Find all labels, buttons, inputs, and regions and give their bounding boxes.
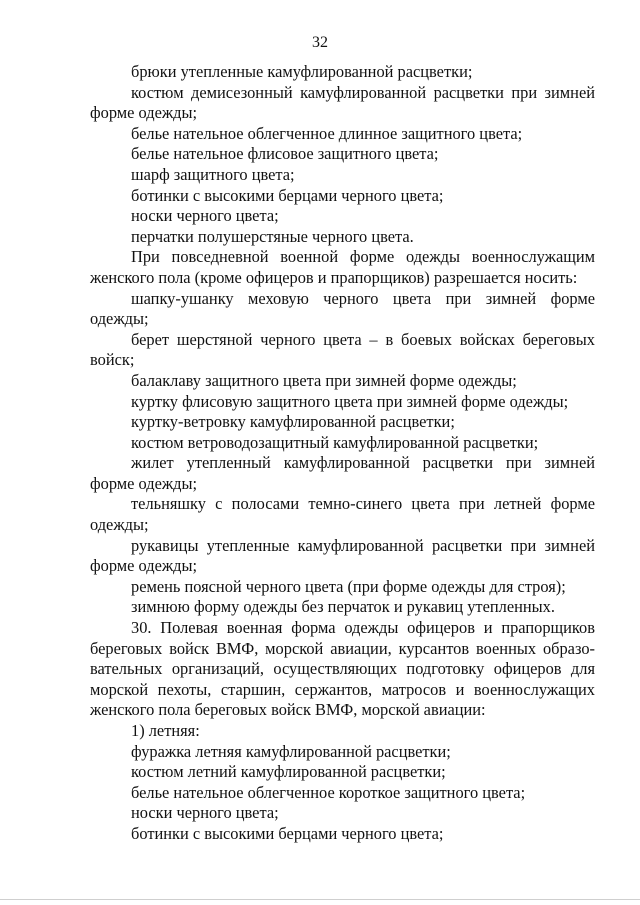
page-number: 32 bbox=[312, 34, 328, 51]
paragraph: жилет утепленный камуфлированной расцветки при зимней форме одежды; bbox=[90, 453, 595, 493]
paragraph: фуражка летняя камуфлированной расцветки; bbox=[131, 741, 451, 761]
paragraph: 1) летняя: bbox=[131, 721, 200, 740]
paragraph: тельняшку с полосами темно-синего цвета при летней форме одежды; bbox=[90, 494, 595, 535]
paragraph: зимнюю форму одежды без перчаток и рукавиц утепленных. bbox=[131, 597, 555, 617]
paragraph: перчатки полушерстяные черного цвета. bbox=[131, 226, 414, 246]
paragraph: берет шерстяной черного цвета – в боевых войсках береговых войск; bbox=[90, 329, 595, 370]
paragraph: брюки утепленные камуфлированной расцветки; bbox=[131, 62, 473, 81]
paragraph: ремень поясной черного цвета (при форме одежды для строя); bbox=[131, 576, 566, 596]
paragraph: куртку флисовую защитного цвета при зимней форме одежды; bbox=[131, 391, 569, 411]
paragraph: белье нательное флисовое защитного цвета; bbox=[131, 144, 439, 164]
paragraph: костюм демисезонный камуфлированной расцветки при зимней форме одежды; bbox=[90, 82, 595, 123]
paragraph: 30. Полевая военная форма одежды офицеров и прапорщиков береговых войск ВМФ, морской авиации, курсантов военных образо-вательных организаций, осуществляющих подготовку офицеров для морской пехоты, старшин, сержантов, матросов и военнослужащих женского пола береговых войск ВМФ, морской авиации: bbox=[90, 618, 595, 720]
paragraph: ботинки с высокими берцами черного цвета; bbox=[131, 823, 444, 843]
paragraph: ботинки с высокими берцами черного цвета; bbox=[131, 185, 444, 205]
scan-edge-divider bbox=[0, 899, 640, 900]
paragraph: костюм летний камуфлированной расцветки; bbox=[131, 762, 446, 782]
paragraph: При повседневной военной форме одежды военнослужащим женского пола (кроме офицеров и прапорщиков) разрешается носить: bbox=[90, 247, 595, 287]
paragraph: балаклаву защитного цвета при зимней форме одежды; bbox=[131, 370, 517, 390]
paragraph: носки черного цвета; bbox=[131, 206, 279, 226]
paragraph: куртку-ветровку камуфлированной расцветки; bbox=[131, 412, 455, 432]
paragraph: костюм ветроводозащитный камуфлированной расцветки; bbox=[131, 432, 539, 452]
paragraph: рукавицы утепленные камуфлированной расцветки при зимней форме одежды; bbox=[90, 535, 595, 576]
paragraph: белье нательное облегченное длинное защитного цвета; bbox=[131, 123, 523, 143]
paragraph: шапку-ушанку меховую черного цвета при зимней форме одежды; bbox=[90, 288, 595, 329]
paragraph: носки черного цвета; bbox=[131, 803, 279, 823]
document-body bbox=[90, 62, 595, 845]
paragraph: шарф защитного цвета; bbox=[131, 164, 295, 184]
paragraph: белье нательное облегченное короткое защитного цвета; bbox=[131, 782, 526, 802]
